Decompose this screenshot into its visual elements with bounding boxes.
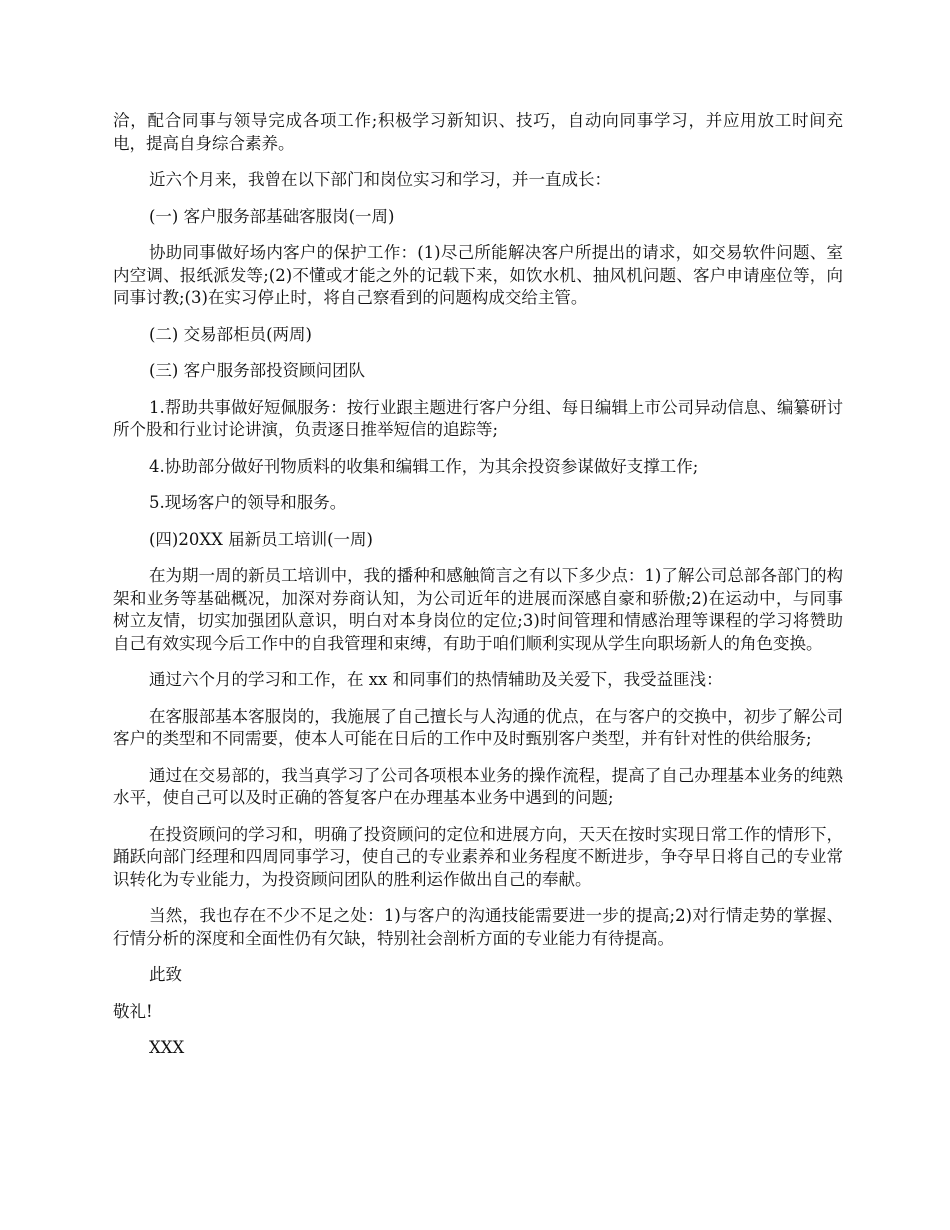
signature: XXX xyxy=(149,1038,185,1057)
paragraph-continuation: 洽，配合同事与领导完成各项工作;积极学习新知识、技巧，自动向同事学习，并应用放工时间充电，提高自身综合素养。 xyxy=(113,111,843,153)
section-heading-4: (四)20XX 届新员工培训(一周) xyxy=(149,529,373,549)
closing-regards: 敬礼! xyxy=(113,1001,153,1021)
paragraph-intro: 近六个月来，我曾在以下部门和岗位实习和学习，并一直成长： xyxy=(149,170,611,189)
list-item-1: 1.帮助共事做好短佩服务：按行业跟主题进行客户分组、每日编辑上市公司异动信息、编纂研讨所个股和行业讨论讲演，负责逐日推举短信的追踪等; xyxy=(113,397,843,439)
paragraph-trading: 通过在交易部的，我当真学习了公司各项根本业务的操作流程，提高了自己办理基本业务的纯熟水平，使自己可以及时正确的答复客户在办理基本业务中遇到的问题; xyxy=(113,765,843,807)
paragraph-training: 在为期一周的新员工培训中，我的播种和感触简言之有以下多少点：1)了解公司总部各部门的构架和业务等基础概况，加深对券商认知，为公司近年的进展而深感自豪和骄傲;2)在运动中，与同事树立友情，切实加强团队意识，明白对本身岗位的定位;3)时间管理和情感治理等课程的学习将赞助自己有效实现今后工作中的自我管理和束缚，有助于咱们顺利实现从学生向职场新人的角色变换。 xyxy=(113,566,843,653)
list-item-5: 5.现场客户的领导和服务。 xyxy=(149,493,347,512)
paragraph-summary-intro: 通过六个月的学习和工作，在 xx 和同事们的热情辅助及关爱下，我受益匪浅： xyxy=(149,670,723,689)
paragraph-shortcomings: 当然，我也存在不少不足之处：1)与客户的沟通技能需要进一步的提高;2)对行情走势的掌握、行情分析的深度和全面性仍有欠缺，特别社会剖析方面的专业能力有待提高。 xyxy=(113,906,843,948)
paragraph-section-1: 协助同事做好场内客户的保护工作：(1)尽己所能解决客户所提出的请求，如交易软件问题、室内空调、报纸派发等;(2)不懂或才能之外的记载下来，如饮水机、抽风机问题、客户申请座位等，向同事讨教;(3)在实习停止时，将自己察看到的问题构成交给主管。 xyxy=(113,243,843,307)
section-heading-1: (一) 客户服务部基础客服岗(一周) xyxy=(149,206,395,226)
list-item-4: 4.协助部分做好刊物质料的收集和编辑工作，为其余投资参谋做好支撑工作; xyxy=(149,456,699,476)
document-page xyxy=(113,110,843,1074)
section-heading-3: (三) 客户服务部投资顾问团队 xyxy=(149,361,366,380)
paragraph-investment: 在投资顾问的学习和，明确了投资顾问的定位和进展方向，天天在按时实现日常工作的情形下，踊跃向部门经理和四周同事学习，使自己的专业素养和业务程度不断进步，争夺早日将自己的专业常识转化为专业能力，为投资顾问团队的胜利运作做出自己的奉献。 xyxy=(113,824,843,889)
closing-salutation: 此致 xyxy=(149,965,182,984)
section-heading-2: (二) 交易部柜员(两周) xyxy=(149,324,312,344)
paragraph-customer-service: 在客服部基本客服岗的，我施展了自己擅长与人沟通的优点，在与客户的交换中，初步了解公司客户的类型和不同需要，使本人可能在日后的工作中及时甄别客户类型，并有针对性的供给服务; xyxy=(113,706,843,748)
